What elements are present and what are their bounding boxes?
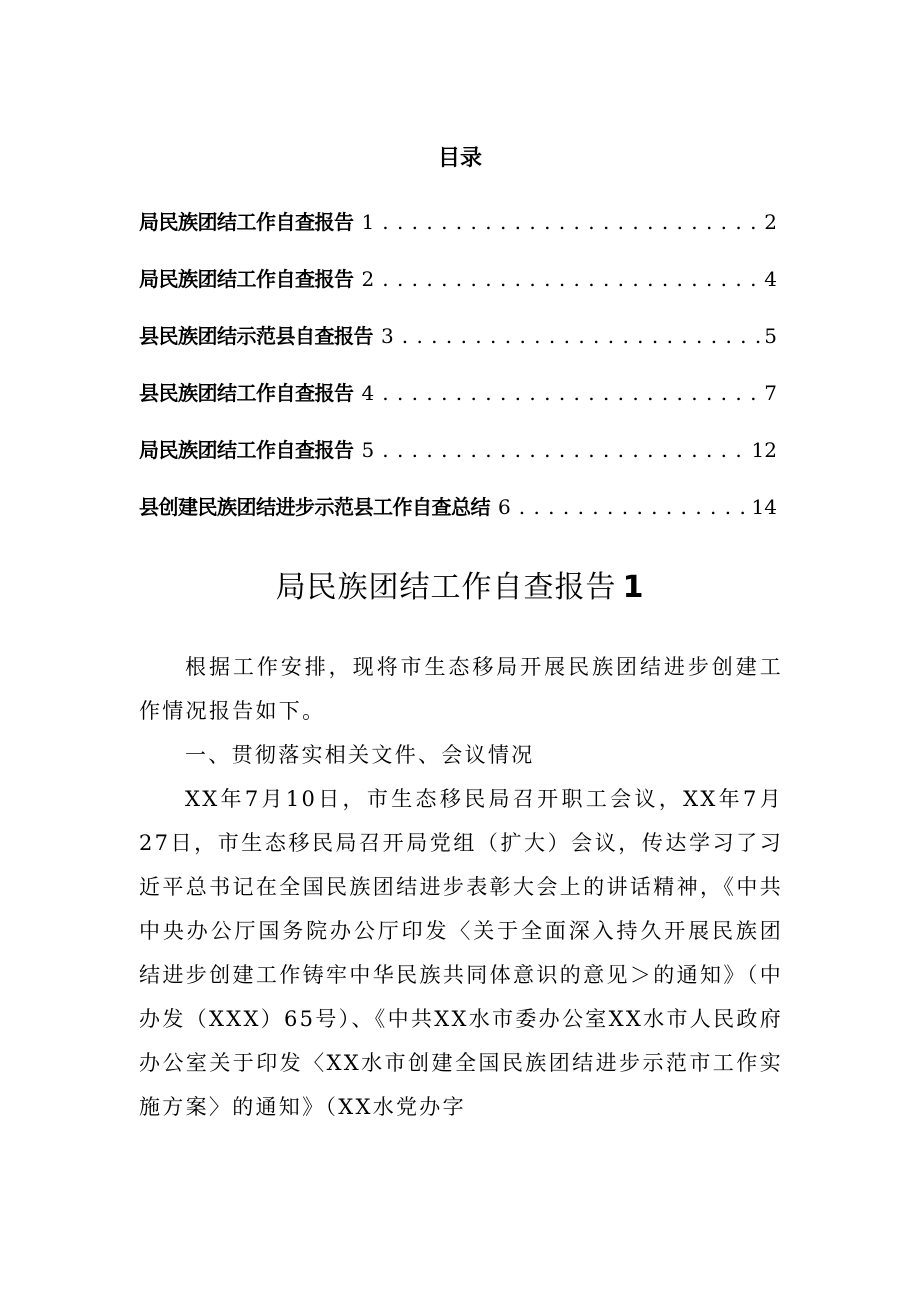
section-heading: 一、贯彻落实相关文件、会议情况 xyxy=(185,743,535,767)
toc-page-number: 12 xyxy=(751,438,777,462)
toc-dot-leader xyxy=(382,381,760,405)
toc-title: 目录 xyxy=(437,146,482,171)
toc-entry-number: 6 xyxy=(498,495,511,519)
toc-entry-text: 县民族团结工作自查报告 xyxy=(139,381,354,405)
document-body xyxy=(139,645,783,1129)
toc-page-number: 7 xyxy=(764,381,777,405)
toc-entry[interactable] xyxy=(139,491,777,548)
toc-entry-text: 县民族团结示范县自查报告 xyxy=(139,324,373,348)
toc-dot-leader xyxy=(382,267,760,291)
toc-dot-leader xyxy=(382,438,747,462)
toc-page-number: 2 xyxy=(764,210,777,234)
toc-dot-leader xyxy=(519,495,748,519)
toc-page-number: 5 xyxy=(764,324,777,348)
toc-entry[interactable] xyxy=(139,320,777,377)
toc-entry-text: 局民族团结工作自查报告 xyxy=(139,210,354,234)
toc-dot-leader xyxy=(402,324,761,348)
toc-entry[interactable] xyxy=(139,263,777,320)
toc-entry-number: 5 xyxy=(361,438,375,462)
toc-entry-number: 2 xyxy=(361,267,375,291)
toc-page-number: 4 xyxy=(764,267,777,291)
toc-dot-leader xyxy=(382,210,760,234)
toc-entry-number: 4 xyxy=(361,381,375,405)
toc-entry-text: 局民族团结工作自查报告 xyxy=(139,438,354,462)
body-paragraph: 根据工作安排，现将市生态移局开展民族团结进步创建工作情况报告如下。 xyxy=(139,655,783,723)
toc-entry[interactable] xyxy=(139,434,777,491)
toc-entry-number: 3 xyxy=(381,324,394,348)
document-title-number: 1 xyxy=(622,570,645,605)
body-paragraph: XX年7月10日，市生态移民局召开职工会议，XX年7月27日，市生态移民局召开局党组（扩大）会议，传达学习了习近平总书记在全国民族团结进步表彰大会上的讲话精神，《中共中央办公厅国务院办公厅印发〈关于全面深入持久开展民族团结进步创建工作铸牢中华民族共同体意识的意见＞的通知》（中办发（XXX）65号）、《中共XX水市委办公室XX水市人民政府办公室关于印发〈XX水市创建全国民族团结进步示范市工作实施方案〉的通知》（XX水党办字 xyxy=(139,787,783,1119)
toc-entry[interactable] xyxy=(139,206,777,263)
toc-page-number: 14 xyxy=(751,495,777,519)
document-title xyxy=(0,568,920,608)
toc-entry-text: 局民族团结工作自查报告 xyxy=(139,267,354,291)
document-title-text: 局民族团结工作自查报告 xyxy=(275,570,617,605)
toc-entry[interactable] xyxy=(139,377,777,434)
toc-entry-number: 1 xyxy=(361,210,375,234)
table-of-contents xyxy=(139,206,777,548)
toc-entry-text: 县创建民族团结进步示范县工作自查总结 xyxy=(139,495,490,519)
